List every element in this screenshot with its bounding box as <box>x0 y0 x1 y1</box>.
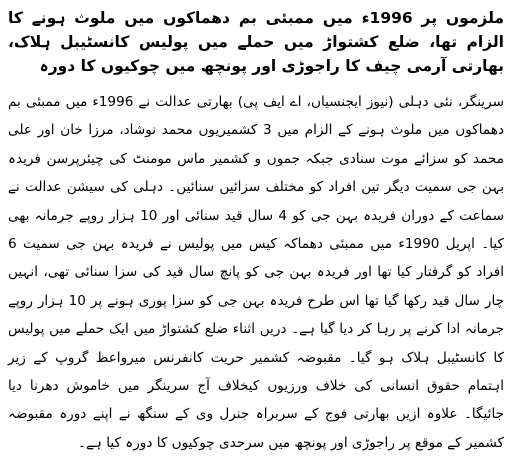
article-headline: ملزموں پر 1996ء میں ممبئی بم دھماکوں میں ملوث ہونے کا الزام تھا، ضلع کشتواڑ میں حملے میں پولیس کانسٹیبل ہلاک، بھارتی آرمی چیف کا راجوڑی اور پونچھ میں چوکیوں کا دورہ <box>8 9 504 75</box>
article-body: سرینگر، نئی دہلی (نیوز ایجنسیاں، اے ایف پی) بھارتی عدالت نے 1996ء میں ممبئی بم دھماکوں میں ملوث ہونے کے الزام میں 3 کشمیریوں محمد نوشاد، مرزا خان اور علی محمد کو سزائے موت سنادی جبکہ جموں و کشمیر ماس مومنٹ کی چیئرپرسن فریدہ بہن جی سمیت دیگر تین افراد کو مختلف سزائیں سنائیں۔ دہلی کی سیشن عدالت نے سماعت کے دوران فریدہ بہن جی کو 4 سال قید سنائی اور 10 ہزار روپے جرمانہ بھی کیا۔ اپریل 1990ء میں ممبئی دھماکہ کیس میں پولیس نے فریدہ بہن جی سمیت 6 افراد کو گرفتار کیا تھا اور فریدہ بہن جی کو پانچ سال قید کی سزا سنائی تھی، انہیں چار سال قید رکھا گیا تھا اس طرح فریدہ بہن جی کو سزا پوری ہونے پر 10 ہزار روپے جرمانہ ادا کرنے پر رہا کر دیا گیا ہے۔ دریں اثناء ضلع کشتواڑ میں ایک حملے میں پولیس کا کانسٹیبل ہلاک ہو گیا۔ مقبوضہ کشمیر حریت کانفرنس میرواعظ گروپ کے زیر اہتمام حقوق انسانی کی خلاف ورزیوں کیخلاف آج سرینگر میں خاموش دھرنا دیا جائیگا۔ علاوہ ازیں بھارتی فوج کے سربراہ جنرل وی کے سنگھ نے اپنے دورہ مقبوضہ کشمیر کے موقع پر راجوڑی اور پونچھ میں سرحدی چوکیوں کا دورہ کیا ہے۔ <box>8 94 504 451</box>
